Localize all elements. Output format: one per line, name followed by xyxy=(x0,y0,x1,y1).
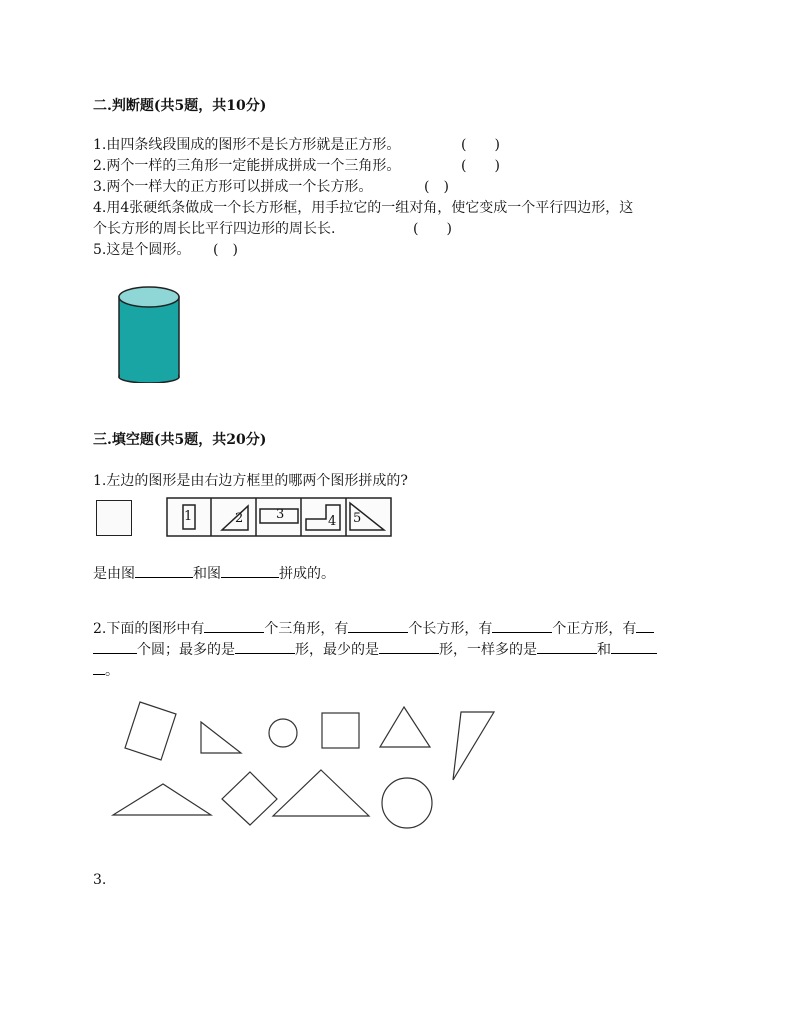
question-2-3 xyxy=(93,177,372,197)
question-text: 个三角形，有 xyxy=(264,621,349,637)
blank-fill[interactable] xyxy=(611,639,657,654)
square-shape xyxy=(322,713,359,748)
question-3-1: 1.左边的图形是由右边方框里的哪两个图形拼成的? xyxy=(93,473,408,489)
large-circle-shape xyxy=(382,778,432,828)
thin-triangle-shape xyxy=(453,712,494,780)
section3-heading: 三.填空题(共5题，共20分) xyxy=(93,432,267,448)
answer-paren-2-1[interactable]: ( ) xyxy=(461,137,500,153)
blank-fill[interactable] xyxy=(204,618,264,633)
flat-triangle-shape xyxy=(113,784,211,815)
question-3-3: 3. xyxy=(93,872,107,888)
question-text: 形，一样多的是 xyxy=(439,642,537,658)
question-2-4-line2: 个长方形的周长比平行四边形的周长长. xyxy=(93,221,336,237)
section2-heading: 二.判断题(共5题，共10分) xyxy=(93,98,267,114)
question-text: 个圆；最多的是 xyxy=(137,642,235,658)
question-text: 2.两个一样的三角形一定能拼成拼成一个三角形。 xyxy=(93,158,401,174)
question-text: 2.下面的图形中有 xyxy=(93,621,205,637)
answer-paren-2-4[interactable]: ( ) xyxy=(413,221,452,237)
question-2-5: 5.这是个圆形。 xyxy=(93,242,191,258)
question-text: 形，最少的是 xyxy=(295,642,379,658)
blank-fill[interactable] xyxy=(537,639,597,654)
question-3-2-line2 xyxy=(93,639,657,660)
blank-fill[interactable] xyxy=(235,639,295,654)
blank-fill[interactable] xyxy=(636,618,654,633)
answer-text: 和图 xyxy=(193,566,221,582)
question-text: 。 xyxy=(105,663,119,679)
shapes-figure xyxy=(105,700,505,840)
question-text: 1.由四条线段围成的图形不是长方形就是正方形。 xyxy=(93,137,401,153)
question-3-2-line3 xyxy=(93,660,119,681)
diamond-square-shape xyxy=(222,772,277,825)
blank-fill[interactable] xyxy=(221,563,279,578)
blank-fill[interactable] xyxy=(93,639,137,654)
question-text: 和 xyxy=(597,642,611,658)
question-3-1-answer xyxy=(93,563,335,584)
option-label-1: 1 xyxy=(184,509,193,524)
triangle-shape xyxy=(380,707,430,747)
option-label-4: 4 xyxy=(328,514,337,529)
answer-paren-2-5[interactable]: ( ) xyxy=(213,242,238,258)
blank-fill[interactable] xyxy=(93,660,105,675)
answer-text: 拼成的。 xyxy=(279,566,335,582)
option-label-5: 5 xyxy=(353,511,362,526)
small-circle-shape xyxy=(269,719,297,747)
blank-fill[interactable] xyxy=(379,639,439,654)
answer-paren-2-2[interactable]: ( ) xyxy=(461,158,500,174)
option-label-3: 3 xyxy=(276,507,285,522)
left-square-figure xyxy=(96,500,132,536)
question-text: 个长方形，有 xyxy=(408,621,493,637)
cylinder-figure xyxy=(115,283,185,383)
blank-fill[interactable] xyxy=(348,618,408,633)
question-2-1 xyxy=(93,135,400,155)
large-triangle-shape xyxy=(273,770,369,816)
blank-fill[interactable] xyxy=(135,563,193,578)
question-text: 3.两个一样大的正方形可以拼成一个长方形。 xyxy=(93,179,373,195)
right-triangle-shape xyxy=(201,722,241,753)
question-2-2 xyxy=(93,156,400,176)
question-3-2-line1 xyxy=(93,618,654,639)
question-2-4-line1: 4.用4张硬纸条做成一个长方形框，用手拉它的一组对角，使它变成一个平行四边形，这 xyxy=(93,200,634,216)
answer-paren-2-3[interactable]: ( ) xyxy=(424,179,449,195)
option-label-2: 2 xyxy=(235,511,244,526)
answer-text: 是由图 xyxy=(93,566,135,582)
question-text: 个正方形，有 xyxy=(552,621,637,637)
blank-fill[interactable] xyxy=(492,618,552,633)
tilted-rectangle-shape xyxy=(125,702,176,760)
